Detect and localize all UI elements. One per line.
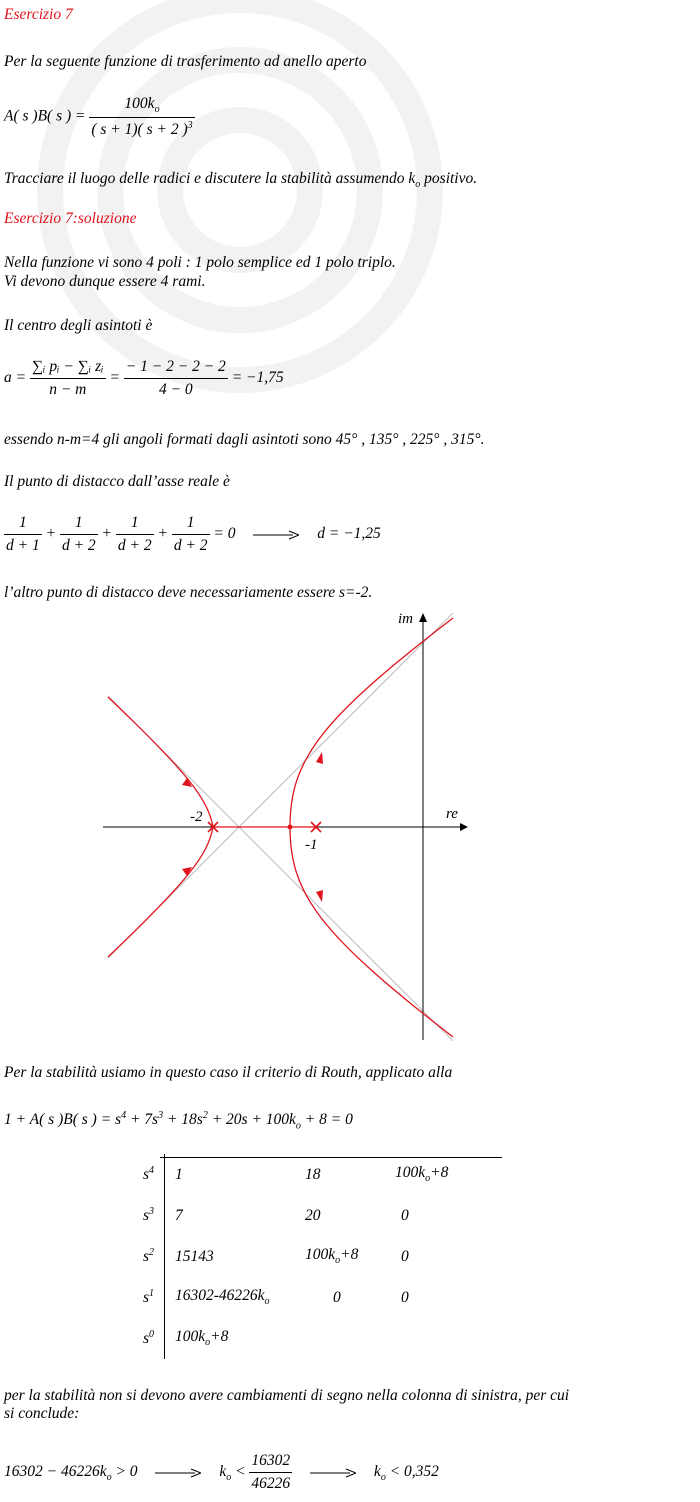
arrow-icon (155, 1468, 201, 1478)
table-row: $s^4$ 1 18 $100k_o+8$ (128, 1154, 505, 1195)
routh-intro: Per la stabilità usiamo in questo caso il criterio di Routh, applicato alla (4, 1064, 453, 1081)
im-label: im (398, 611, 413, 627)
poles-line-1: Nella funzione vi sono 4 poli : 1 polo semplice ed 1 polo triplo. (4, 254, 396, 271)
transfer-function (4, 95, 195, 139)
re-label: re (446, 806, 458, 822)
arrow-icon (310, 1468, 356, 1478)
solution-title: Esercizio 7:soluzione (4, 210, 137, 227)
table-row: $s^1$ $16302-46226k_o$ 0 0 (128, 1277, 505, 1318)
conclusion-line-2: si conclude: (4, 1405, 80, 1422)
tf-fraction: $\frac{100k_o}{( s + 1)( s + 2 )^3}$ (91, 95, 193, 139)
breakaway-text: Il punto di distacco dall’asse reale è (4, 473, 230, 490)
table-row: $s^2$ 15143 $100k_o+8$ 0 (128, 1236, 505, 1277)
conclusion-line-1: per la stabilità non si devono avere cambiamenti di segno nella colonna di sinistra, per cui (4, 1387, 570, 1404)
table-row: $s^0$ $100k_o+8$ (128, 1318, 505, 1359)
root-locus-plot (0, 600, 700, 1050)
locus-branch (290, 618, 453, 827)
poles-line-2: Vi devono dunque essere 4 rami. (4, 273, 206, 290)
table-row: $s^3$ 7 20 0 (128, 1195, 505, 1236)
asymptote-formula: a = $\frac{\text{∑ᵢ pᵢ − ∑ᵢ zᵢ}}{n - m}$ = $\frac{- 1 - 2 - 2 - 2}{4 - 0}$ = −1,75 (4, 358, 284, 398)
routh-table (128, 1154, 505, 1359)
exercise-text: Per la seguente funzione di trasferimento ad anello aperto (4, 53, 367, 70)
locus-branch (108, 827, 213, 957)
final-inequality: $16302 - 46226k_o > 0$ $k_o$ < $\frac{16302}{46226}$ $k_o < 0,352$ (4, 1452, 439, 1492)
tf-lhs: A( s )B( s ) = (4, 107, 86, 125)
characteristic-equation: 1 + A( s )B( s ) = $s^4 + 7s^3 + 18s^2 + 20s + 100k_o + 8 = 0$ (4, 1110, 353, 1132)
locus-branch (108, 697, 213, 827)
angles-text: essendo n-m=4 gli angoli formati dagli asintoti sono 45° , 135° , 225° , 315°. (4, 431, 485, 448)
pole-simple-label: -1 (305, 837, 318, 853)
other-breakaway-text: l’altro punto di distacco deve necessariamente essere s=-2. (4, 584, 373, 601)
breakaway-equation: $\frac{1}{d + 1}$ + $\frac{1}{d + 2}$ + $\frac{1}{d + 2}$ + $\frac{1}{d + 2}$ = 0 d = −1,25 (6, 514, 381, 554)
pole-triple-label: -2 (190, 809, 203, 825)
exercise-task: Tracciare il luogo delle radici e discutere la stabilità assumendo $k_o$ positivo. (4, 170, 478, 191)
exercise-title: Esercizio 7 (4, 6, 73, 23)
asymptote-center-text: Il centro degli asintoti è (4, 317, 153, 334)
arrow-icon (253, 530, 299, 540)
locus-branch (290, 827, 453, 1037)
